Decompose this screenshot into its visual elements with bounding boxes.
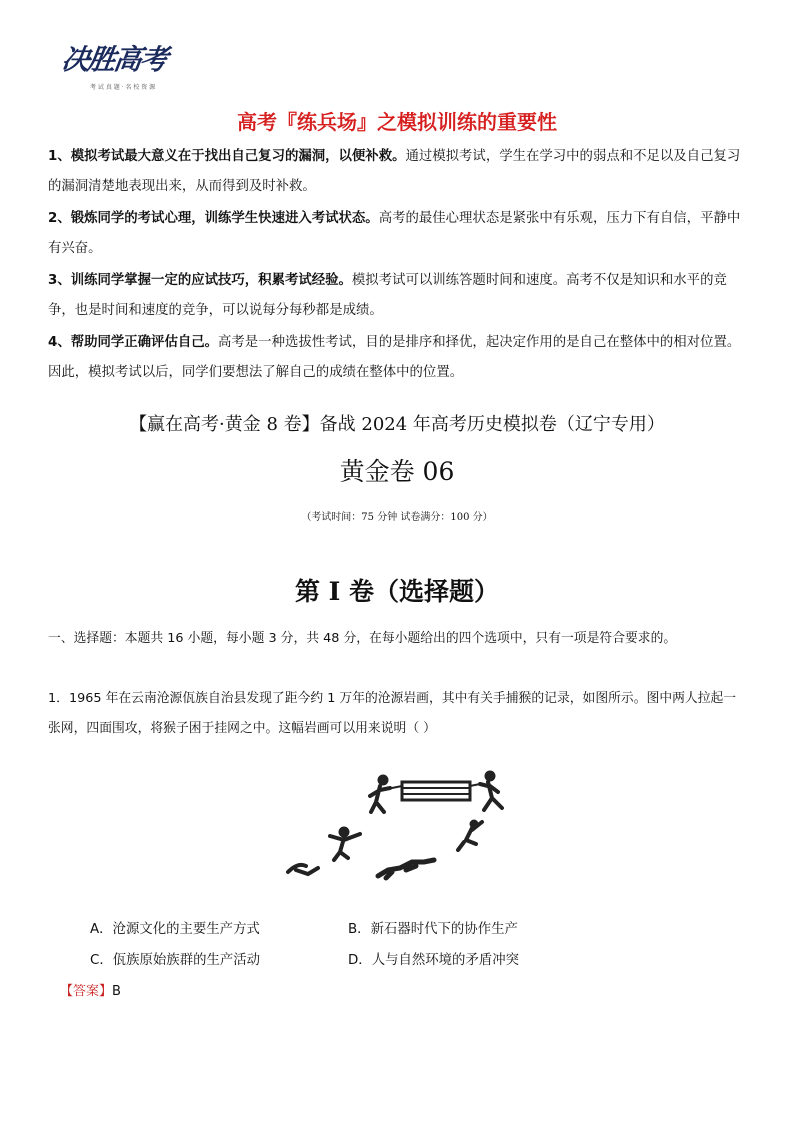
- point-2-bold: 2、锻炼同学的考试心理，训练学生快速进入考试状态。: [48, 211, 379, 226]
- question-intro: 一、选择题：本题共 16 小题，每小题 3 分，共 48 分，在每小题给出的四个选项中，只有一项是符合要求的。: [48, 631, 677, 646]
- paper-title: 黄金卷 06: [339, 457, 455, 486]
- option-d[interactable]: D．人与自然环境的矛盾冲突: [348, 953, 519, 968]
- time-info: （考试时间：75 分钟 试卷满分：100 分）: [301, 512, 493, 523]
- point-3: [48, 266, 748, 326]
- point-1-text: 通过模拟考试，学生在学习中的弱点和不足以及自己复习的漏洞清楚地表现出来，从而得到及时补救。: [48, 149, 741, 194]
- question-1: 1．1965 年在云南沧源佤族自治县发现了距今约 1 万年的沧源岩画，其中有关手捕猴的记录，如图所示。图中两人拉起一张网，四面围攻，将猴子困于挂网之中。这幅岩画可以用来说明（ ）: [48, 691, 737, 736]
- point-3-text: 模拟考试可以训练答题时间和速度。高考不仅是知识和水平的竞争，也是时间和速度的竞争，可以说每分每秒都是成绩。: [48, 273, 727, 318]
- brand-logo: [59, 30, 182, 105]
- point-3-bold: 3、训练同学掌握一定的应试技巧，积累考试经验。: [48, 273, 352, 288]
- headline: 高考『练兵场』之模拟训练的重要性: [237, 110, 557, 134]
- section-title: 第 I 卷（选择题）: [294, 577, 500, 606]
- option-c[interactable]: C．佤族原始族群的生产活动: [90, 953, 261, 968]
- point-4-bold: 4、帮助同学正确评估自己。: [48, 335, 219, 350]
- option-b[interactable]: B．新石器时代下的协作生产: [348, 922, 518, 937]
- answer-value: B: [112, 984, 121, 999]
- point-1: [48, 142, 748, 202]
- contest-title: 【赢在高考·黄金 8 卷】备战 2024 年高考历史模拟卷（辽宁专用）: [129, 414, 665, 435]
- point-1-bold: 1、模拟考试最大意义在于找出自己复习的漏洞，以便补救。: [48, 149, 406, 164]
- logo-subtext: 考 试 真 题 · 名 校 资 源: [90, 84, 156, 91]
- point-2: [48, 204, 748, 264]
- point-4-text: 高考是一种选拔性考试，目的是排序和择优，起决定作用的是自己在整体中的相对位置。因此，模拟考试以后，同学们要想法了解自己的成绩在整体中的位置。: [48, 335, 741, 380]
- answer: [60, 980, 121, 999]
- point-4: [48, 328, 748, 388]
- option-a[interactable]: A．沧源文化的主要生产方式: [90, 922, 260, 937]
- point-2-text: 高考的最佳心理状态是紧张中有乐观，压力下有自信，平静中有兴奋。: [48, 211, 741, 256]
- rock-painting-image: [268, 752, 530, 902]
- logo-text: 决胜高考: [59, 43, 169, 76]
- answer-tag: 【答案】: [60, 984, 113, 999]
